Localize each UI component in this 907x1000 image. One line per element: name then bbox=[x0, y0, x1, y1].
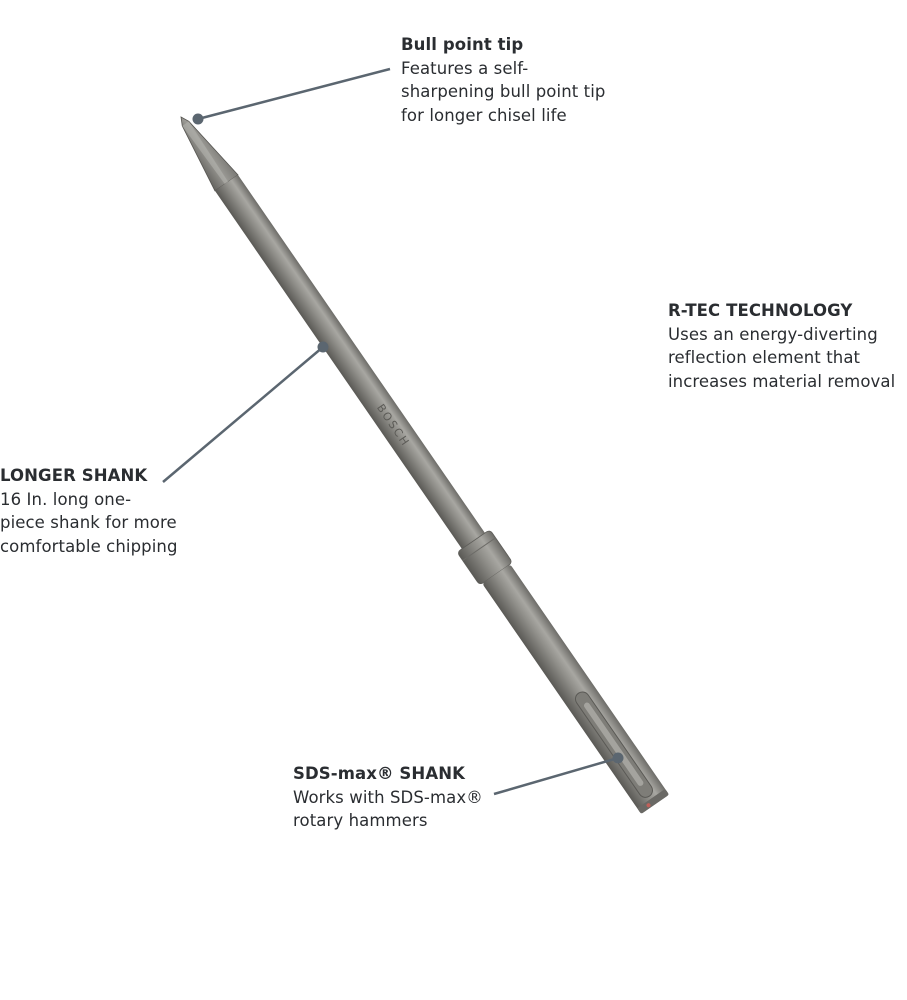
callout-title: LONGER SHANK bbox=[0, 466, 148, 485]
leader-shank-dot bbox=[318, 342, 329, 353]
callout-text: piece shank for more bbox=[0, 513, 177, 532]
leader-sds-dot bbox=[613, 753, 624, 764]
callout-bull-point-tip bbox=[401, 33, 606, 127]
callout-text: Uses an energy-diverting bbox=[668, 324, 878, 344]
callout-sds-max-shank bbox=[293, 762, 483, 833]
callout-longer-shank bbox=[0, 464, 178, 558]
chisel-shank bbox=[215, 175, 485, 549]
callout-title: R-TEC TECHNOLOGY bbox=[668, 301, 853, 320]
callout-title: SDS-max® SHANK bbox=[293, 764, 465, 783]
callout-text: increases material removal bbox=[668, 371, 896, 391]
callout-text: 16 In. long one- bbox=[0, 489, 132, 509]
callout-text: Features a self- bbox=[401, 58, 529, 78]
callout-text: rotary hammers bbox=[293, 811, 428, 830]
callout-text: Works with SDS-max® bbox=[293, 787, 483, 807]
leader-tip bbox=[198, 69, 390, 119]
engraving-text: BOSCH bbox=[373, 401, 413, 450]
leader-shank bbox=[163, 347, 323, 482]
leader-tip-dot bbox=[193, 114, 204, 125]
callout-text: reflection element that bbox=[668, 348, 861, 367]
callout-text: comfortable chipping bbox=[0, 536, 178, 556]
callout-text: sharpening bull point tip bbox=[401, 82, 606, 101]
bull-point-chisel bbox=[165, 106, 672, 816]
callout-r-tec-technology bbox=[668, 299, 895, 393]
callout-text: for longer chisel life bbox=[401, 105, 567, 125]
leader-sds bbox=[494, 758, 618, 794]
callout-title: Bull point tip bbox=[401, 35, 524, 54]
